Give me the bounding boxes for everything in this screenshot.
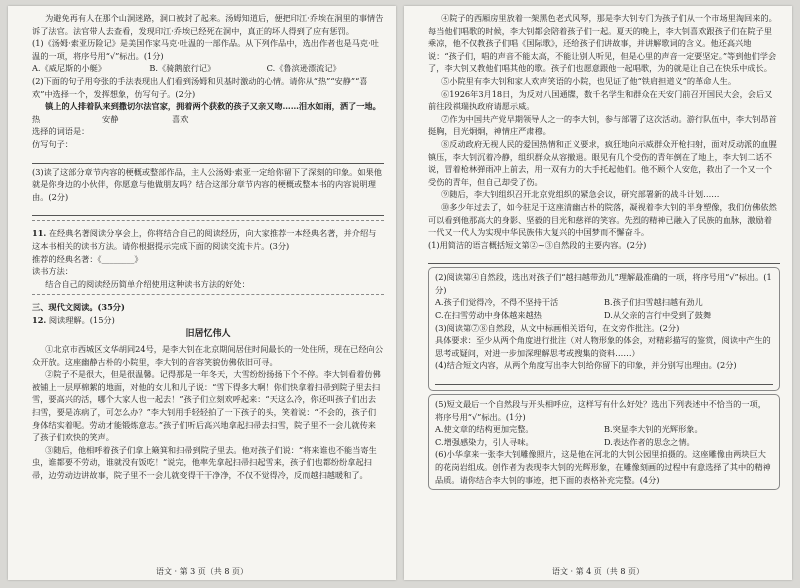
option-d[interactable]: D.表达作者的思念之情。 [604,436,695,447]
options-row [435,436,773,449]
options-row [435,423,773,436]
card-method[interactable]: 读书方法： [32,266,73,277]
card-book-name[interactable]: 推荐的经典名著：《________》 [32,253,143,264]
right-page [404,6,792,580]
page-footer: 语文 · 第 3 页（共 8 页） [156,567,248,576]
option-a[interactable]: A.《威尼斯的小艇》 [32,63,107,74]
option-a[interactable]: A.孩子们觉得冷，不得不坚持干活 [435,297,559,308]
option-d[interactable]: D.从父亲的言行中受到了鼓舞 [604,310,712,321]
question-r1: (1)用简洁的语言概括短文第②~③自然段的主要内容。(2分) [428,239,647,250]
page-footer: 语文 · 第 4 页（共 8 页） [552,567,644,576]
choose-label: 选择的词语是： [32,126,90,137]
article-paragraph: ⑨随后，李大钊组织召开北京党组织的紧急会议，研究部署新的战斗计划…… [441,189,720,200]
left-column [32,12,384,482]
option-c[interactable]: C.在扫雪劳动中身体越来越热 [435,310,542,321]
article-paragraph: ⑤小院里有李大钊和家人欢声笑语的小院，也见证了他“铁肩担道义”的革命人生。 [441,75,737,86]
article-paragraph: ⑥1926年3月18日，为反对八国通牒，数千名学生和群众在天安门前召开国民大会，会后又前往段祺瑞执政府请愿示威。 [428,88,773,112]
question-12: 阅读理解。(15分) [48,314,115,325]
options-row [435,309,773,322]
article-paragraph: ⑦作为中国共产党早期领导人之一的李大钊，参与部署了这次活动。游行队伍中，李大钊昂首挺胸，目光炯炯，神情庄严肃穆。 [428,113,777,137]
question-r6: (6)小华拿来一张李大钊雕像照片，这是他在河北的大钊公园里拍摄的。这座雕像由两块巨大的花岗岩组成。创作者为表现李大钊的光辉形象，在雕像刻画的过程中有意选择了其中的精神品质。请你结合李大钊的事迹，把下面的表格补充完整。(4分) [435,449,771,485]
divider [32,220,384,221]
question-11-number: 11. [32,228,47,239]
option-a[interactable]: A.使文章的结构更加完整。 [435,424,534,435]
question-3: (3)读了这部分章节内容的梗概或整部作品，主人公汤姆·索亚一定给你留下了深刻的印象。如果他就是你身边的小伙伴，你愿意与他做朋友吗？结合这部分章节内容的梗概或整本书的内容说明理由。(2分) [32,166,382,202]
article-paragraph: ③随后，他相呼着孩子们拿上簸箕和扫帚到院子里去。他对孩子们说：“将来谁也不能当寄生虫，谁都要不劳动，谁就没有饭吃！”说完，他率先拿起扫帚扫起雪来，孩子们也都纷纷拿起扫帚，边劳动边讲故事，院子里不一会儿就变得干干净净，不仅不觉得冷，反而越扫越暖和了。 [32,444,377,480]
question-11: 在经典名著阅读分享会上，你将结合自己的阅读经历，向大家推荐一本经典名著，并介绍与这本书相关的读书方法。请你根据提示完成下面的阅读交流卡片。(3分) [32,228,377,251]
answer-line[interactable] [32,205,384,216]
left-page [8,6,396,580]
word-quiet[interactable]: 安静 [102,113,119,124]
article-paragraph: ①北京市西城区文华胡同24号，是李大钊在北京期间居住时间最长的一处住所，现在已经向公众开放。这座幽静古朴的小院里，李大钊的音容笑貌仿佛依旧可寻。 [32,344,384,367]
question-1: (1)《汤姆·索亚历险记》是美国作家马克·吐温的一部作品。从下列作品中，选出作者也是马克·吐温的一项，将序号用“√”标出。(1分) [32,38,379,61]
answer-line[interactable] [428,253,780,264]
card-benefit[interactable]: 结合自己的阅读经历简单介绍使用这种读书方法的好处： [45,278,250,289]
write-label: 仿写句子： [32,138,73,149]
question-12-number: 12. [32,314,47,325]
article-paragraph: ②院子不是很大，但是很温馨。记得那是一年冬天，大雪纷纷扬扬下个不停。李大钊看着仿佛被铺上一层厚棉絮的地面，对他的女儿和儿子说：“雪下得多大啊！你们快拿着扫帚到院子里去扫雪，要高兴的活，哪个大家人也一起去！”孩子们立刻欢呼起来：“天这么冷，你还叫孩子们出去扫雪，要是冻病了，可怎么办？”李大钊用手轻轻拍了一下孩子的头，笑着说：“不会的，孩子们身体结实着呢。劳动才能锻炼意志。”孩子们听后高兴地拿起扫帚去扫雪，院子里不一会儿就传来了孩子们欢快的笑声。 [32,369,381,443]
option-c[interactable]: C.增强感染力，引人寻味。 [435,436,534,447]
question-box-2-4 [428,267,780,391]
word-like[interactable]: 喜欢 [172,113,189,124]
right-column [428,12,780,493]
question-r5: (5)短文最后一个自然段与开头相呼应，这样写有什么好处？选出下列表述中不恰当的一项，将序号用“√”标出。(1分) [435,399,766,422]
question-r3-detail: 具体要求：至少从两个角度进行批注（对人物形象的体会，对精彩描写的鉴赏，阅读中产生的思考或疑问，对进一步加深理解思考或搜集的资料……） [435,335,771,358]
question-1-options [32,62,384,75]
word-choices [32,113,384,126]
word-hot[interactable]: 热 [32,113,41,124]
option-b[interactable]: B.突显李大钊的光辉形象。 [604,424,703,435]
quoted-sentence: 镇上的人排着队来到撒切尔法官家，拥着两个获救的孩子又亲又吻……泪水如雨，洒了一地。 [45,101,381,112]
answer-line[interactable] [435,374,773,385]
story-paragraph: 为避免再有人在那个山洞迷路，洞口被封了起来。汤姆知道后，便把印江·乔埃在洞里的事情告诉了法官。法官带人去查看，发现印江·乔埃已经死在洞中，真正的坏人得到了应有惩罚。 [32,13,384,36]
article-title: 旧居忆伟人 [185,329,231,340]
options-row [435,296,773,309]
option-b[interactable]: B.孩子们扫雪越扫越有劲儿 [604,297,703,308]
option-b[interactable]: B.《骑鹅旅行记》 [149,63,216,74]
question-box-5-6 [428,394,780,490]
question-2: (2)下面的句子用夸张的手法表现出人们看到汤姆和贝基时激动的心情。请你从“热”“安静”“喜欢”中选择一个，发挥想象，仿写句子。(2分) [32,75,368,99]
divider [32,294,384,295]
option-c[interactable]: C.《鲁滨逊漂流记》 [266,63,341,74]
article-paragraph: ④院子的西厢房里放着一架黑色老式风琴，那是李大钊专门为孩子们从一个市场里淘回来的。每当他们唱歌的时候，李大钊都会陪着孩子们一起。夏天的晚上，李大钊喜欢跟孩子们在院子里乘凉，他不仅教孩子们唱《国际歌》，还给孩子们讲故事，并讲解歌词的含义。他还高兴地说：“孩子们，唱的声音不能太高，不能让别人听见，但是心里的声音一定要坚定。”等到他们学会了，李大钊又教他们唱其他的歌。孩子们也愿意跟他一起唱歌，为的就是让自己在快乐中成长。 [428,13,777,74]
question-r3: (3)阅读第⑦⑧自然段，从文中标画相关语句，在文旁作批注。(2分) [435,322,680,333]
article-paragraph: ⑧反动政府无视人民的爱国热情和正义要求，疯狂地向示威群众开枪扫射，面对反动派的血腥镇压，李大钊沉着冷静，组织群众从容撤退。眼见有几个受伤的青年倒在了地上，李大钊二话不说，冒着枪林弹雨冲上前去，用一双有力的大手托起他们。他不顾个人安危，救出了一个又一个受伤的青年，但自己却受了伤。 [428,138,777,187]
question-r4: (4)结合短文内容，从两个角度写出李大钊给你留下的印象，并分别写出理由。(2分) [435,360,737,371]
question-r2: (2)阅读第④自然段，选出对孩子们“越扫越带劲儿”理解最准确的一项，将序号用“√”标出。(1分) [435,272,772,295]
answer-line[interactable] [32,153,384,164]
section-3-heading: 三、现代文阅读。(35分) [32,302,125,313]
article-paragraph: ⑩多少年过去了，如今驻足于这座清幽古朴的院落，凝视着李大钊的半身塑像，我们仿佛依然可以看到他那高大的身影、坚毅的目光和慈祥的笑容。先烈的精神已融入了民族的血脉，激励着一代又一代人为实现中华民族伟大复兴的中国梦而不懈奋斗。 [428,201,777,238]
